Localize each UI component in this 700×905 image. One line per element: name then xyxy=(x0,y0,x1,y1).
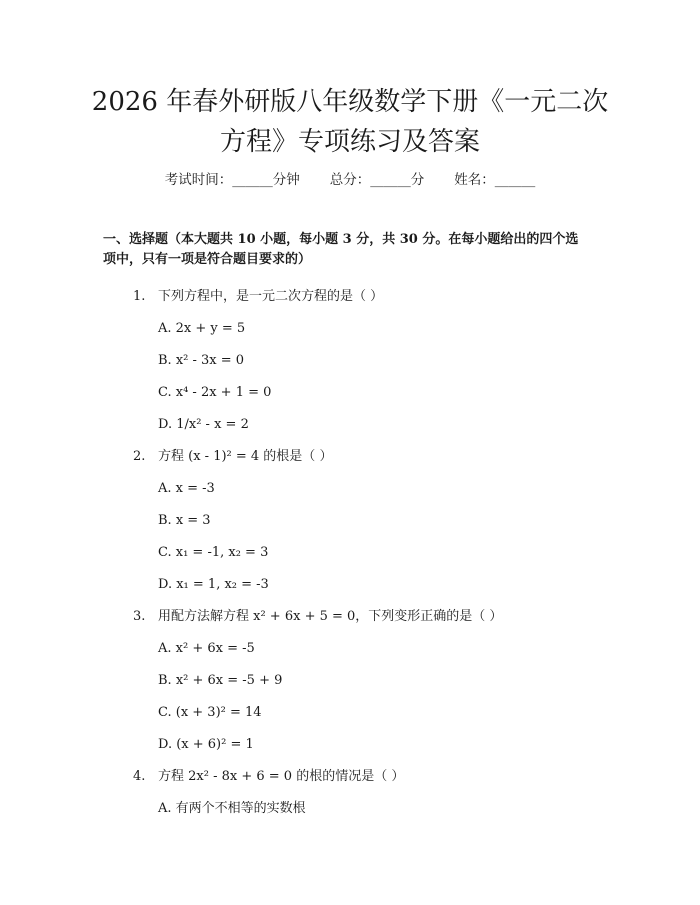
section-heading-line-1: 一、选择题（本大题共 10 小题，每小题 3 分，共 30 分。在每小题给出的四个选 xyxy=(103,232,579,247)
page-title xyxy=(40,82,660,162)
question-text: 用配方法解方程 x² + 6x + 5 = 0，下列变形正确的是（ ） xyxy=(158,609,503,624)
exam-time: 考试时间：______分钟 xyxy=(164,172,300,188)
question-text: 下列方程中，是一元二次方程的是（ ） xyxy=(158,289,384,304)
option-4a: A. 有两个不相等的实数根 xyxy=(158,801,306,816)
option-1b: B. x² - 3x = 0 xyxy=(158,353,245,368)
option-2d: D. x₁ = 1, x₂ = -3 xyxy=(158,577,269,592)
question-number: 1. xyxy=(133,289,146,304)
question-number: 3. xyxy=(133,609,146,624)
question-text: 方程 2x² - 8x + 6 = 0 的根的情况是（ ） xyxy=(158,769,405,784)
option-2a: A. x = -3 xyxy=(158,481,215,496)
option-1d: D. 1/x² - x = 2 xyxy=(158,417,249,432)
option-1c: C. x⁴ - 2x + 1 = 0 xyxy=(158,385,272,400)
total-score: 总分：______分 xyxy=(329,172,425,188)
student-name: 姓名：______ xyxy=(454,172,536,188)
exam-info xyxy=(0,171,700,189)
option-1a: A. 2x + y = 5 xyxy=(158,321,246,336)
option-2b: B. x = 3 xyxy=(158,513,211,528)
option-2c: C. x₁ = -1, x₂ = 3 xyxy=(158,545,269,560)
question-4 xyxy=(133,768,404,786)
question-number: 2. xyxy=(133,449,146,464)
title-line-2: 方程》专项练习及答案 xyxy=(219,127,480,157)
option-3c: C. (x + 3)² = 14 xyxy=(158,705,262,720)
section-heading-line-2: 项中，只有一项是符合题目要求的） xyxy=(103,252,312,267)
option-3b: B. x² + 6x = -5 + 9 xyxy=(158,673,283,688)
question-1 xyxy=(133,288,383,306)
option-3d: D. (x + 6)² = 1 xyxy=(158,737,254,752)
option-3a: A. x² + 6x = -5 xyxy=(158,641,255,656)
question-text: 方程 (x - 1)² = 4 的根是（ ） xyxy=(158,449,333,464)
title-line-1: 2026 年春外研版八年级数学下册《一元二次 xyxy=(91,87,609,117)
question-2 xyxy=(133,448,332,466)
question-number: 4. xyxy=(133,769,146,784)
question-3 xyxy=(133,608,502,626)
section-heading xyxy=(103,230,623,270)
